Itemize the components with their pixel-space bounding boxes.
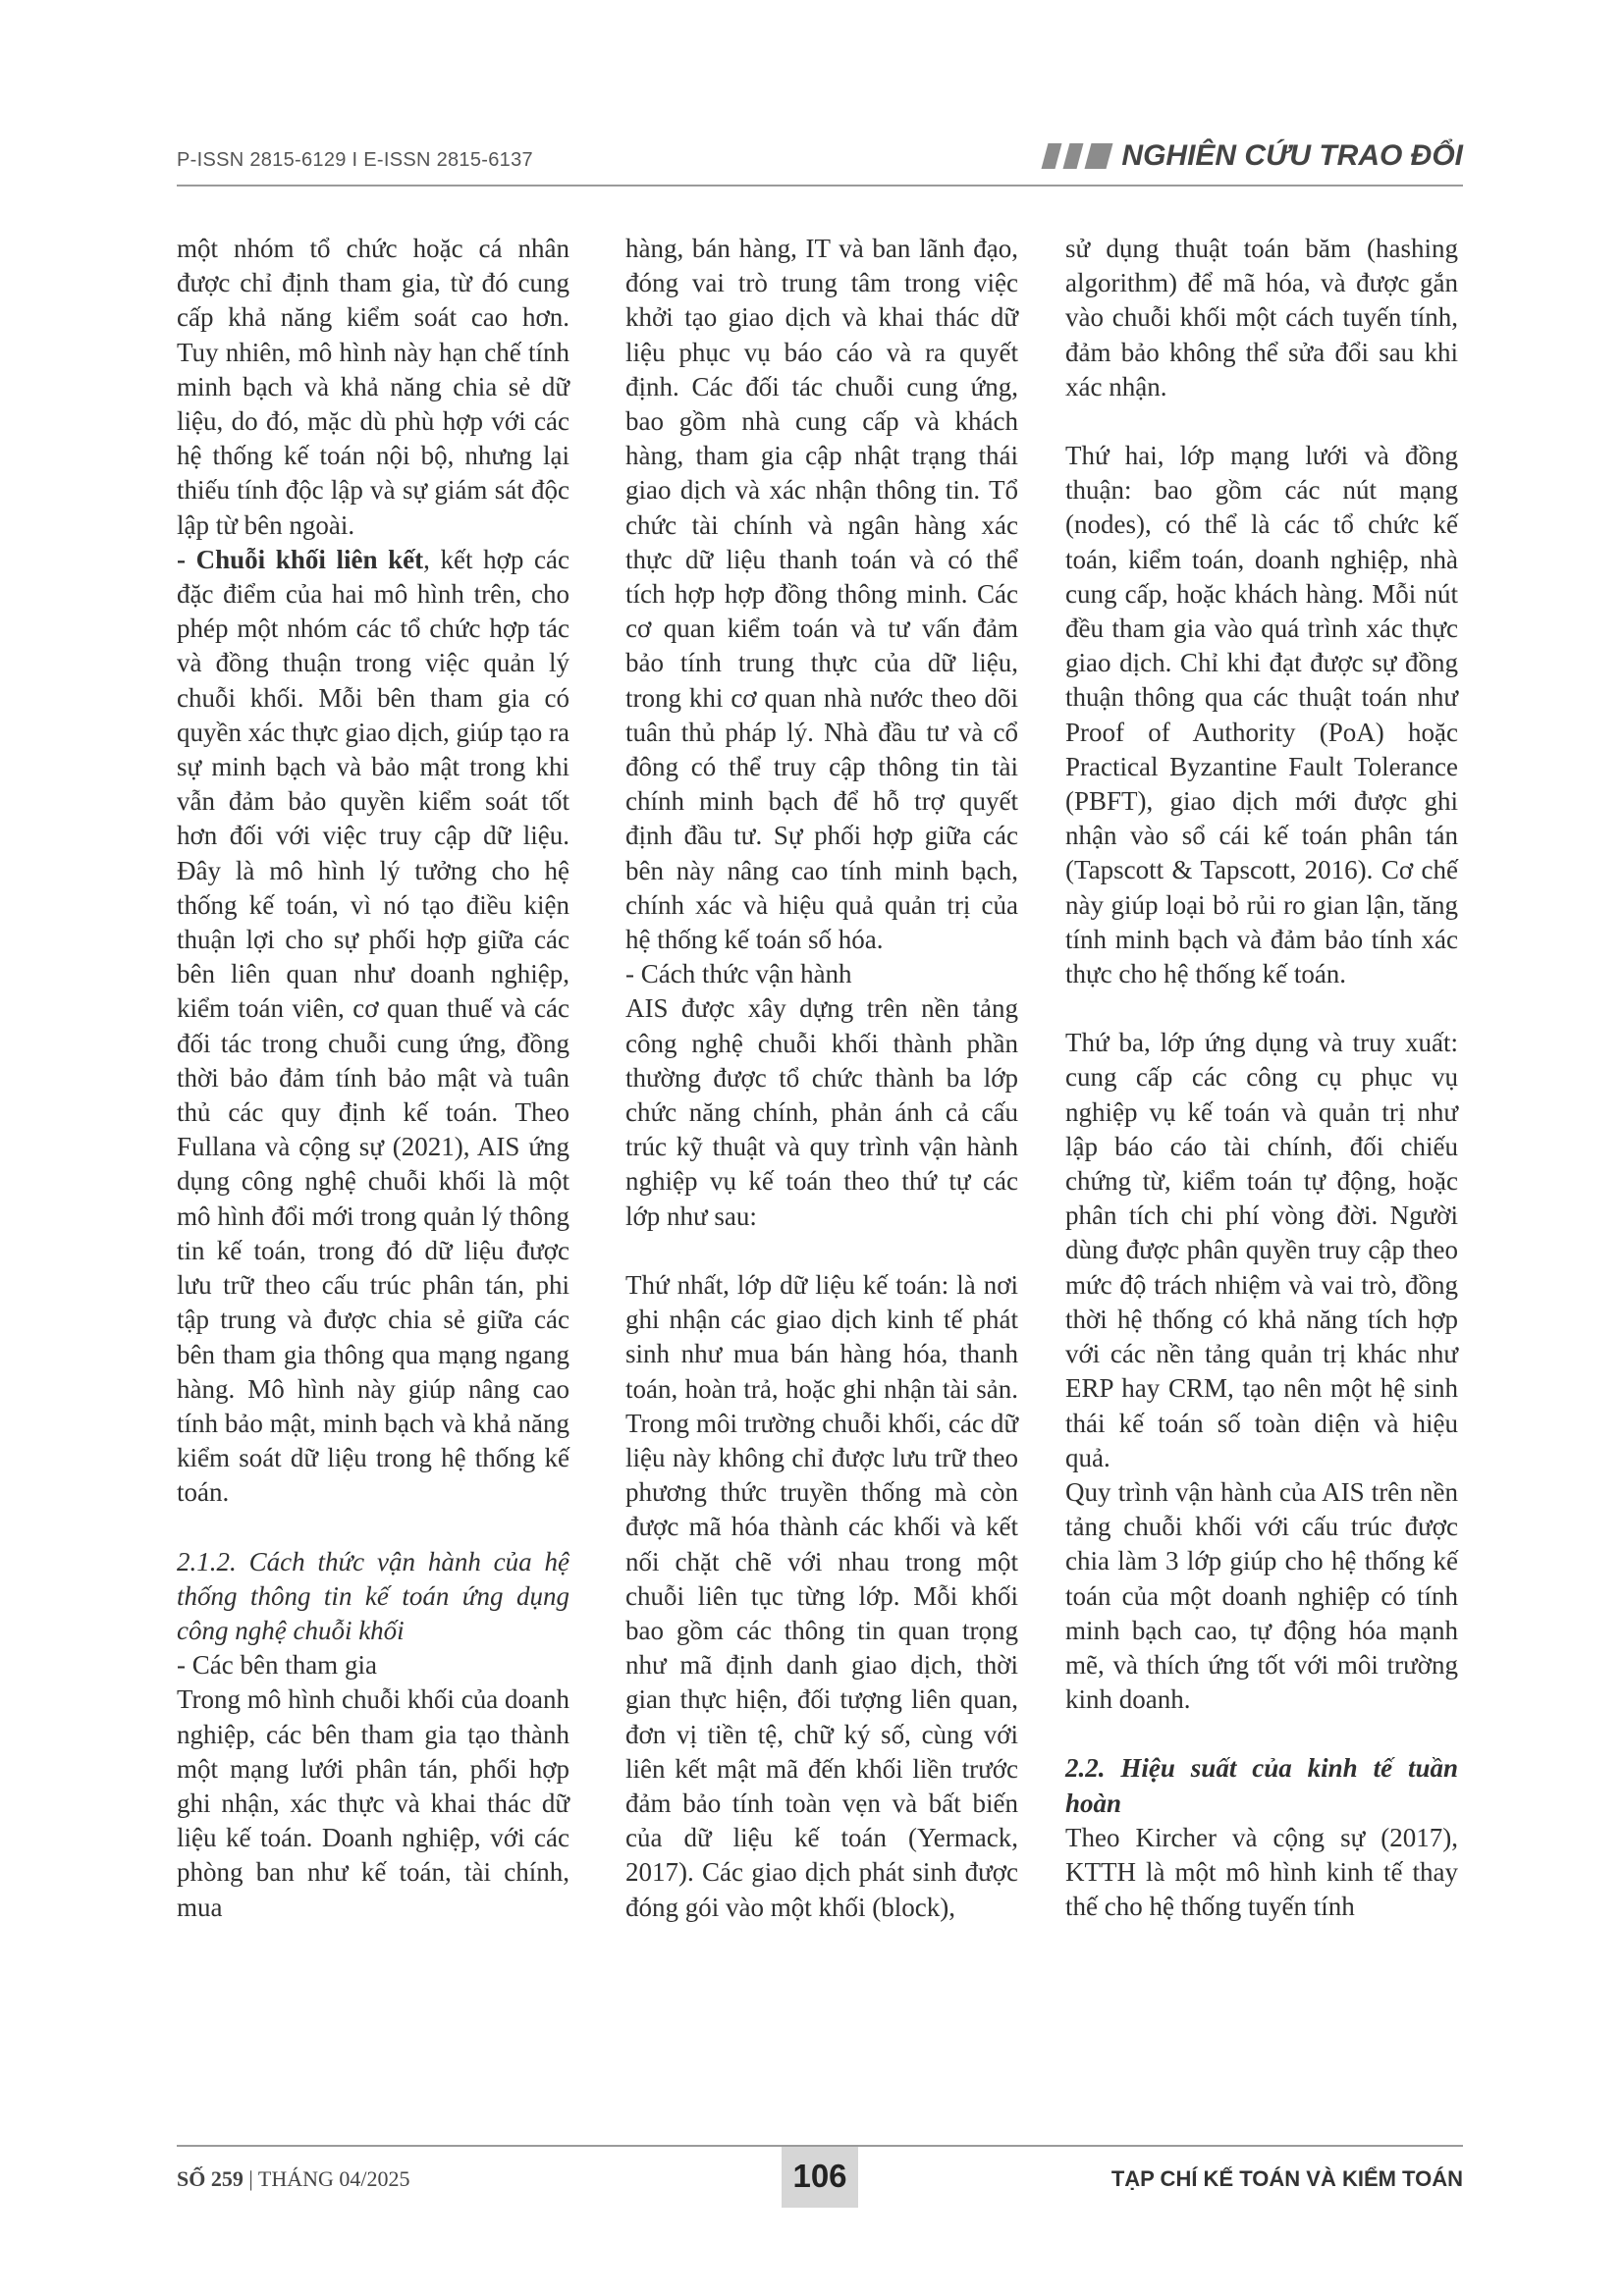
paragraph: - Các bên tham gia	[177, 1650, 377, 1681]
issue-info	[177, 2166, 409, 2192]
journal-name: TẠP CHÍ KẾ TOÁN VÀ KIỂM TOÁN	[1110, 2166, 1463, 2191]
subsection-heading: 2.1.2. Cách thức vận hành của hệ thống thông tin kế toán ứng dụng công nghệ chuỗi khối	[177, 1546, 569, 1645]
text-column-1	[177, 232, 569, 1925]
page-header	[177, 135, 1463, 185]
paragraph: Quy trình vận hành của AIS trên nền tảng chuỗi khối với cấu trúc được chia làm 3 lớp giúp cho hệ thống kế toán của một doanh nghiệp có tính minh bạch cao, tự động hóa mạnh mẽ, và thích ứng tốt với môi trường kinh doanh.	[1065, 1476, 1458, 1715]
text-column-3	[1065, 232, 1458, 1924]
paragraph: - Cách thức vận hành	[625, 959, 852, 989]
issue-separator: |	[243, 2166, 258, 2191]
bold-term: - Chuỗi khối liên kết	[177, 544, 424, 574]
paragraph: Trong mô hình chuỗi khối của doanh nghiệp, các bên tham gia tạo thành một mạng lưới phân tán, phối hợp ghi nhận, xác thực và khai thác dữ liệu kế toán. Doanh nghiệp, với các phòng ban như kế toán, tài chính, mua	[177, 1684, 569, 1922]
page-number: 106	[782, 2147, 858, 2208]
paragraph: Theo Kircher và cộng sự (2017), KTTH là một mô hình kinh tế thay thế cho hệ thống tuyến tính	[1065, 1822, 1458, 1922]
page-footer	[177, 2147, 1463, 2216]
decorative-bar-icon	[1085, 143, 1113, 169]
decorative-bar-icon	[1042, 143, 1062, 169]
section-title: NGHIÊN CỨU TRAO ĐỔI	[1121, 139, 1463, 172]
header-divider	[177, 185, 1463, 187]
decorative-bar-icon	[1063, 143, 1084, 169]
paragraph: Thứ nhất, lớp dữ liệu kế toán: là nơi ghi nhận các giao dịch kinh tế phát sinh như mua bán hàng hóa, thanh toán, hoàn trả, hoặc ghi nhận tài sản. Trong môi trường chuỗi khối, các dữ liệu này không chỉ được lưu trữ theo phương thức truyền thống mà còn được mã hóa thành các khối và kết nối chặt chẽ với nhau trong một chuỗi liên tục từng lớp. Mỗi khối bao gồm các thông tin quan trọng như mã định danh giao dịch, thời gian thực hiện, đối tượng liên quan, đơn vị tiền tệ, chữ ký số, cùng với liên kết mật mã đến khối liền trước đảm bảo tính toàn vẹn và bất biến của dữ liệu kế toán (Yermack, 2017). Các giao dịch phát sinh được đóng gói vào một khối (block),	[625, 1269, 1018, 1922]
paragraph: Thứ ba, lớp ứng dụng và truy xuất: cung cấp các công cụ phục vụ nghiệp vụ kế toán và quản trị như lập báo cáo tài chính, đối chiếu chứng từ, kiểm toán tự động, hoặc phân tích chi phí vòng đời. Người dùng được phân quyền truy cập theo mức độ trách nhiệm và vai trò, đồng thời hệ thống có khả năng tích hợp với các nền tảng quản trị khác như ERP hay CRM, tạo nên một hệ sinh thái kế toán số toàn diện và hiệu quả.	[1065, 1028, 1458, 1472]
paragraph: hàng, bán hàng, IT và ban lãnh đạo, đóng vai trò trung tâm trong việc khởi tạo giao dịch và khai thác dữ liệu phục vụ báo cáo và ra quyết định. Các đối tác chuỗi cung ứng, bao gồm nhà cung cấp và khách hàng, tham gia cập nhật trạng thái giao dịch và xác nhận thông tin. Tổ chức tài chính và ngân hàng xác thực dữ liệu thanh toán và có thể tích hợp hợp đồng thông minh. Các cơ quan kiểm toán và tư vấn đảm bảo tính trung thực của dữ liệu, trong khi cơ quan nhà nước theo dõi tuân thủ pháp lý. Nhà đầu tư và cổ đông có thể truy cập thông tin tài chính minh bạch để hỗ trợ quyết định đầu tư. Sự phối hợp giữa các bên này nâng cao tính minh bạch, chính xác và hiệu quả quản trị của hệ thống kế toán số hóa.	[625, 234, 1018, 955]
section-heading-2-2: 2.2. Hiệu suất của kinh tế tuần hoàn	[1065, 1753, 1458, 1818]
issn-text: P-ISSN 2815-6129 I E-ISSN 2815-6137	[177, 149, 533, 171]
issue-month: THÁNG 04/2025	[257, 2166, 410, 2191]
issue-number: SỐ 259	[177, 2166, 244, 2191]
paragraph	[177, 543, 569, 1511]
paragraph: Thứ hai, lớp mạng lưới và đồng thuận: bao gồm các nút mạng (nodes), có thể là các tổ chức kế toán, kiểm toán, doanh nghiệp, nhà cung cấp, hoặc khách hàng. Mỗi nút đều tham gia vào quá trình xác thực giao dịch. Chỉ khi đạt được sự đồng thuận thông qua các thuật toán như Proof of Authority (PoA) hoặc Practical Byzantine Fault Tolerance (PBFT), giao dịch mới được ghi nhận vào sổ cái kế toán phân tán (Tapscott & Tapscott, 2016). Cơ chế này giúp loại bỏ rủi ro gian lận, tăng tính minh bạch và đảm bảo tính xác thực cho hệ thống kế toán.	[1065, 441, 1458, 989]
paragraph-text: , kết hợp các đặc điểm của hai mô hình trên, cho phép một nhóm các tổ chức hợp tác và đồng thuận trong việc quản lý chuỗi khối. Mỗi bên tham gia có quyền xác thực giao dịch, giúp tạo ra sự minh bạch và bảo mật trong khi vẫn đảm bảo quyền kiểm soát tốt hơn đối với việc truy cập dữ liệu. Đây là mô hình lý tưởng cho hệ thống kế toán, vì nó tạo điều kiện thuận lợi cho sự phối hợp giữa các bên liên quan như doanh nghiệp, kiểm toán viên, cơ quan thuế và các đối tác trong chuỗi cung ứng, đồng thời bảo đảm tính bảo mật và tuân thủ các quy định kế toán. Theo Fullana và cộng sự (2021), AIS ứng dụng công nghệ chuỗi khối là một mô hình đổi mới trong quản lý thông tin kế toán, trong đó dữ liệu được lưu trữ theo cấu trúc phân tán, phi tập trung và được chia sẻ giữa các bên tham gia thông qua mạng ngang hàng. Mô hình này giúp nâng cao tính bảo mật, minh bạch và khả năng kiểm soát dữ liệu trong hệ thống kế toán.	[177, 544, 570, 1508]
text-column-2	[625, 232, 1018, 1925]
paragraph: sử dụng thuật toán băm (hashing algorithm) để mã hóa, và được gắn vào chuỗi khối một cách tuyến tính, đảm bảo không thể sửa đổi sau khi xác nhận.	[1065, 234, 1458, 401]
paragraph: một nhóm tổ chức hoặc cá nhân được chỉ định tham gia, từ đó cung cấp khả năng kiểm soát cao hơn. Tuy nhiên, mô hình này hạn chế tính minh bạch và khả năng chia sẻ dữ liệu, do đó, mặc dù phù hợp với các hệ thống kế toán nội bộ, nhưng lại thiếu tính độc lập và sự giám sát độc lập từ bên ngoài.	[177, 234, 569, 540]
paragraph: AIS được xây dựng trên nền tảng công nghệ chuỗi khối thành phần thường được tổ chức thành ba lớp chức năng chính, phản ánh cả cấu trúc kỹ thuật và quy trình vận hành nghiệp vụ kế toán theo thứ tự các lớp như sau:	[625, 993, 1018, 1231]
section-heading	[1045, 139, 1463, 173]
